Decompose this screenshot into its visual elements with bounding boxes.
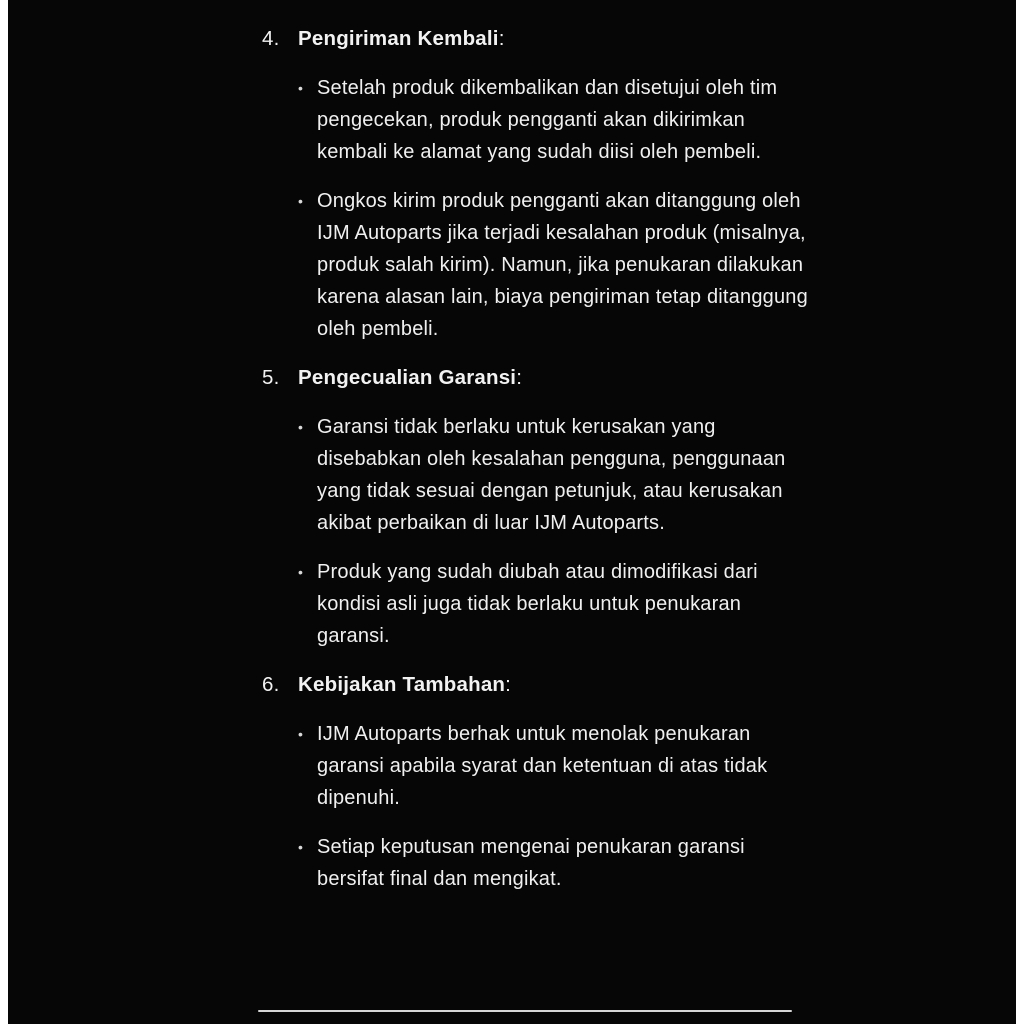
section-heading — [262, 670, 814, 700]
terms-list — [8, 0, 814, 895]
bullet-item — [262, 718, 814, 814]
bullet-text: Setelah produk dikembalikan dan disetujui oleh tim pengecekan, produk pengganti akan dikirimkan kembali ke alamat yang sudah diisi oleh pembeli. — [317, 77, 778, 163]
document-panel — [8, 0, 1016, 1024]
section-title-colon: : — [498, 27, 505, 50]
bullet-dot-icon: • — [298, 419, 304, 435]
section-number: 5. — [262, 366, 280, 389]
section-title: Pengecualian Garansi — [298, 366, 517, 389]
term-section — [262, 363, 814, 652]
bullet-dot-icon: • — [298, 839, 304, 855]
bullet-dot-icon: • — [298, 193, 304, 209]
bullet-text: IJM Autoparts berhak untuk menolak penukaran garansi apabila syarat dan ketentuan di atas tidak dipenuhi. — [317, 723, 768, 809]
section-number: 4. — [262, 27, 280, 50]
bullet-item — [262, 411, 814, 539]
bullet-item — [262, 556, 814, 652]
bullet-dot-icon: • — [298, 564, 304, 580]
bullet-text: Setiap keputusan mengenai penukaran garansi bersifat final dan mengikat. — [317, 836, 745, 890]
section-title: Pengiriman Kembali — [298, 27, 499, 50]
bullet-item — [262, 72, 814, 168]
section-heading — [262, 363, 814, 393]
bullet-text: Produk yang sudah diubah atau dimodifikasi dari kondisi asli juga tidak berlaku untuk penukaran garansi. — [317, 561, 758, 647]
section-title-colon: : — [505, 673, 512, 696]
bullet-item — [262, 185, 814, 345]
section-number: 6. — [262, 673, 280, 696]
section-heading — [262, 24, 814, 54]
bullet-item — [262, 831, 814, 895]
term-section — [262, 670, 814, 895]
bullet-text: Ongkos kirim produk pengganti akan ditanggung oleh IJM Autoparts jika terjadi kesalahan produk (misalnya, produk salah kirim). Namun, jika penukaran dilakukan karena alasan lain, biaya pengiriman tetap ditanggung oleh pembeli. — [317, 190, 808, 340]
section-title-colon: : — [516, 366, 523, 389]
section-title: Kebijakan Tambahan — [298, 673, 506, 696]
bottom-divider — [258, 1010, 792, 1012]
bullet-dot-icon: • — [298, 80, 304, 96]
bullet-dot-icon: • — [298, 726, 304, 742]
bullet-text: Garansi tidak berlaku untuk kerusakan yang disebabkan oleh kesalahan pengguna, penggunaan yang tidak sesuai dengan petunjuk, atau kerusakan akibat perbaikan di luar IJM Autoparts. — [317, 416, 786, 534]
term-section — [262, 24, 814, 345]
